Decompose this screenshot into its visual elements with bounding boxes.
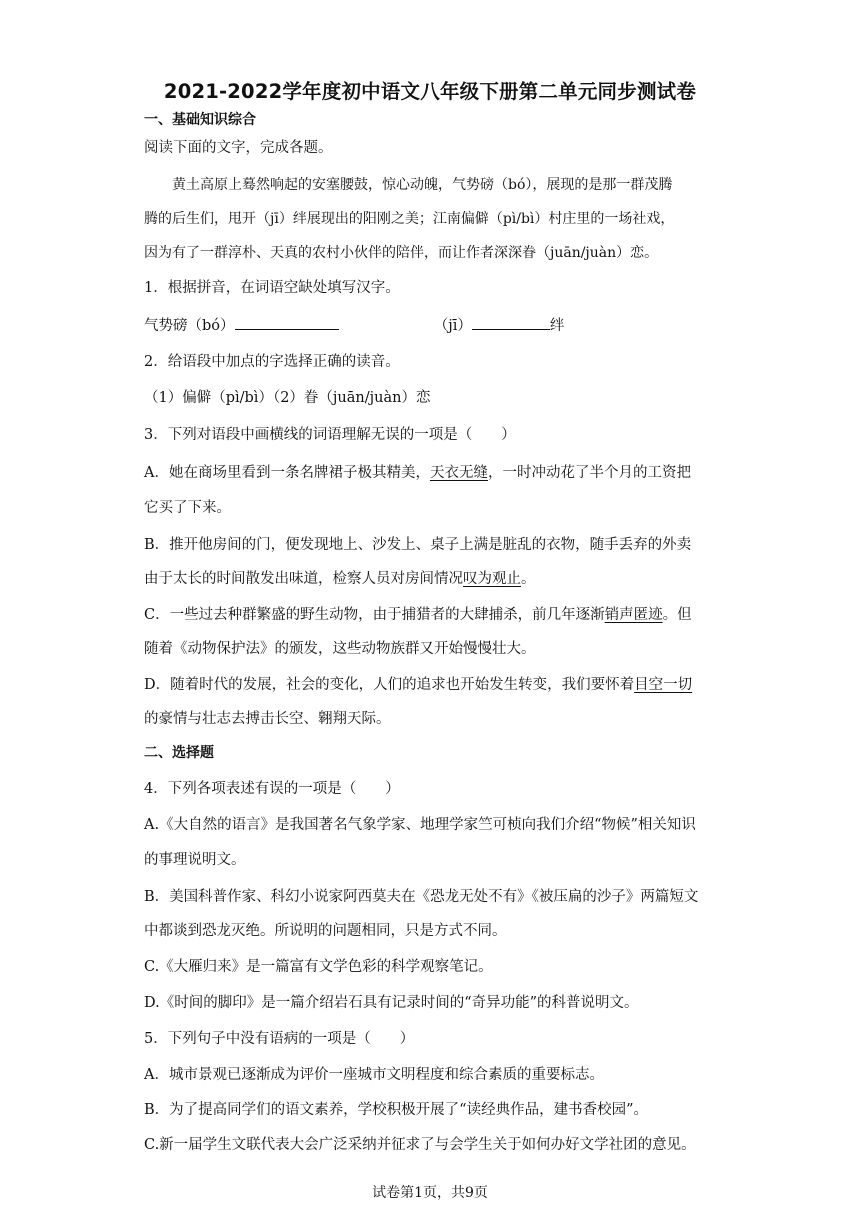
q3-option-b-text: 由于太长的时间散发出味道，检察人员对房间情况 [144,571,463,587]
q5-option-a: A．城市景观已逐渐成为评价一座城市文明程度和综合素质的重要标志。 [144,1067,604,1083]
q3-option-a-underlined-term: 天衣无缝 [429,465,488,481]
q3-option-a-text: A．她在商场里看到一条名牌裙子极其精美， [144,465,430,481]
q3-option-c-line-2: 随着《动物保护法》的颁发，这些动物族群又开始慢慢壮大。 [144,641,536,657]
q3-option-b-underlined-term: 叹为观止 [463,571,521,587]
page-footer: 试卷第1页，共9页 [372,1185,488,1201]
q4-option-c: C.《大雁归来》是一篇富有文学色彩的科学观察笔记。 [144,959,493,975]
q4-option-b-line-1: B．美国科普作家、科幻小说家阿西莫夫在《恐龙无处不有》《被压扁的沙子》两篇短文 [144,889,699,905]
q1-item-a-prefix: 气势磅（bó） [144,318,235,334]
q4-option-a-line-2: 的事理说明文。 [144,852,246,868]
q4-option-d: D.《时间的脚印》是一篇介绍岩石具有记录时间的“奇异功能”的科普说明文。 [144,995,639,1011]
q3-option-b-line-2 [144,569,724,589]
q3-option-d-line-2: 的豪情与壮志去搏击长空、翱翔天际。 [144,711,391,727]
q4-option-a-line-1: A.《大自然的语言》是我国著名气象学家、地理学家竺可桢向我们介绍“物候”相关知识 [144,817,696,833]
question-4-stem: 4．下列各项表述有误的一项是（ ） [144,781,400,797]
passage-line-2: 腾的后生们，甩开（jī）绊展现出的阳刚之美；江南偏僻（pì/bì）村庄里的一场社戏， [144,211,675,227]
q1-blank-b[interactable] [472,315,550,330]
passage-line-1: 黄土高原上蓦然响起的安塞腰鼓，惊心动魄，气势磅（bó），展现的是那一群茂腾 [172,177,673,193]
q3-option-a-line-1 [144,463,724,483]
reading-instruction: 阅读下面的文字，完成各题。 [144,140,333,156]
q3-option-a-line-2: 它买了下来。 [144,500,231,516]
section-heading-basic-knowledge: 一、基础知识综合 [144,112,256,128]
q5-option-c: C.新一届学生文联代表大会广泛采纳并征求了与会学生关于如何办好文学社团的意见。 [144,1137,696,1153]
passage-line-3: 因为有了一群淳朴、天真的农村小伙伴的陪伴，而让作者深深眷（juān/juàn）恋。 [144,245,659,261]
q3-option-b-line-1: B．推开他房间的门，便发现地上、沙发上、桌子上满是脏乱的衣物，随手丢弃的外卖 [144,537,692,553]
q3-option-b-text-cont: 。 [521,571,536,587]
q3-option-d-underlined-term: 目空一切 [634,677,693,693]
q3-option-c-underlined-term: 销声匿迹 [604,607,663,623]
question-2-items: （1）偏僻（pì/bì）（2）眷（juān/juàn）恋 [144,390,431,406]
q3-option-c-text: C．一些过去种群繁盛的野生动物，由于捕猎者的大肆捕杀，前几年逐渐 [144,607,605,623]
q3-option-c-text-cont: 。但 [662,607,692,623]
question-1-stem: 1．根据拼音，在词语空缺处填写汉字。 [144,280,400,296]
q3-option-d-text: D．随着时代的发展，社会的变化，人们的追求也开始发生转变，我们要怀着 [144,677,635,693]
q5-option-b: B．为了提高同学们的语文素养，学校积极开展了“读经典作品，建书香校园”。 [144,1102,648,1118]
q1-item-b-prefix: （jī） [433,318,472,334]
q1-item-b-suffix: 绊 [549,318,565,334]
q1-blank-a[interactable] [235,315,339,330]
q3-option-a-text-cont: ，一时冲动花了半个月的工资把 [487,465,691,481]
question-2-stem: 2．给语段中加点的字选择正确的读音。 [144,354,400,370]
q3-option-c-line-1 [144,605,724,625]
question-1-answer-row [144,315,724,336]
section-heading-multiple-choice: 二、选择题 [144,745,214,761]
question-5-stem: 5．下列句子中没有语病的一项是（ ） [144,1031,415,1047]
question-3-stem: 3．下列对语段中画横线的词语理解无误的一项是（ ） [144,427,516,443]
q4-option-b-line-2: 中都谈到恐龙灭绝。所说明的问题相同，只是方式不同。 [144,923,507,939]
q3-option-d-line-1 [144,675,724,695]
exam-title: 2021-2022学年度初中语文八年级下册第二单元同步测试卷 [163,80,697,103]
